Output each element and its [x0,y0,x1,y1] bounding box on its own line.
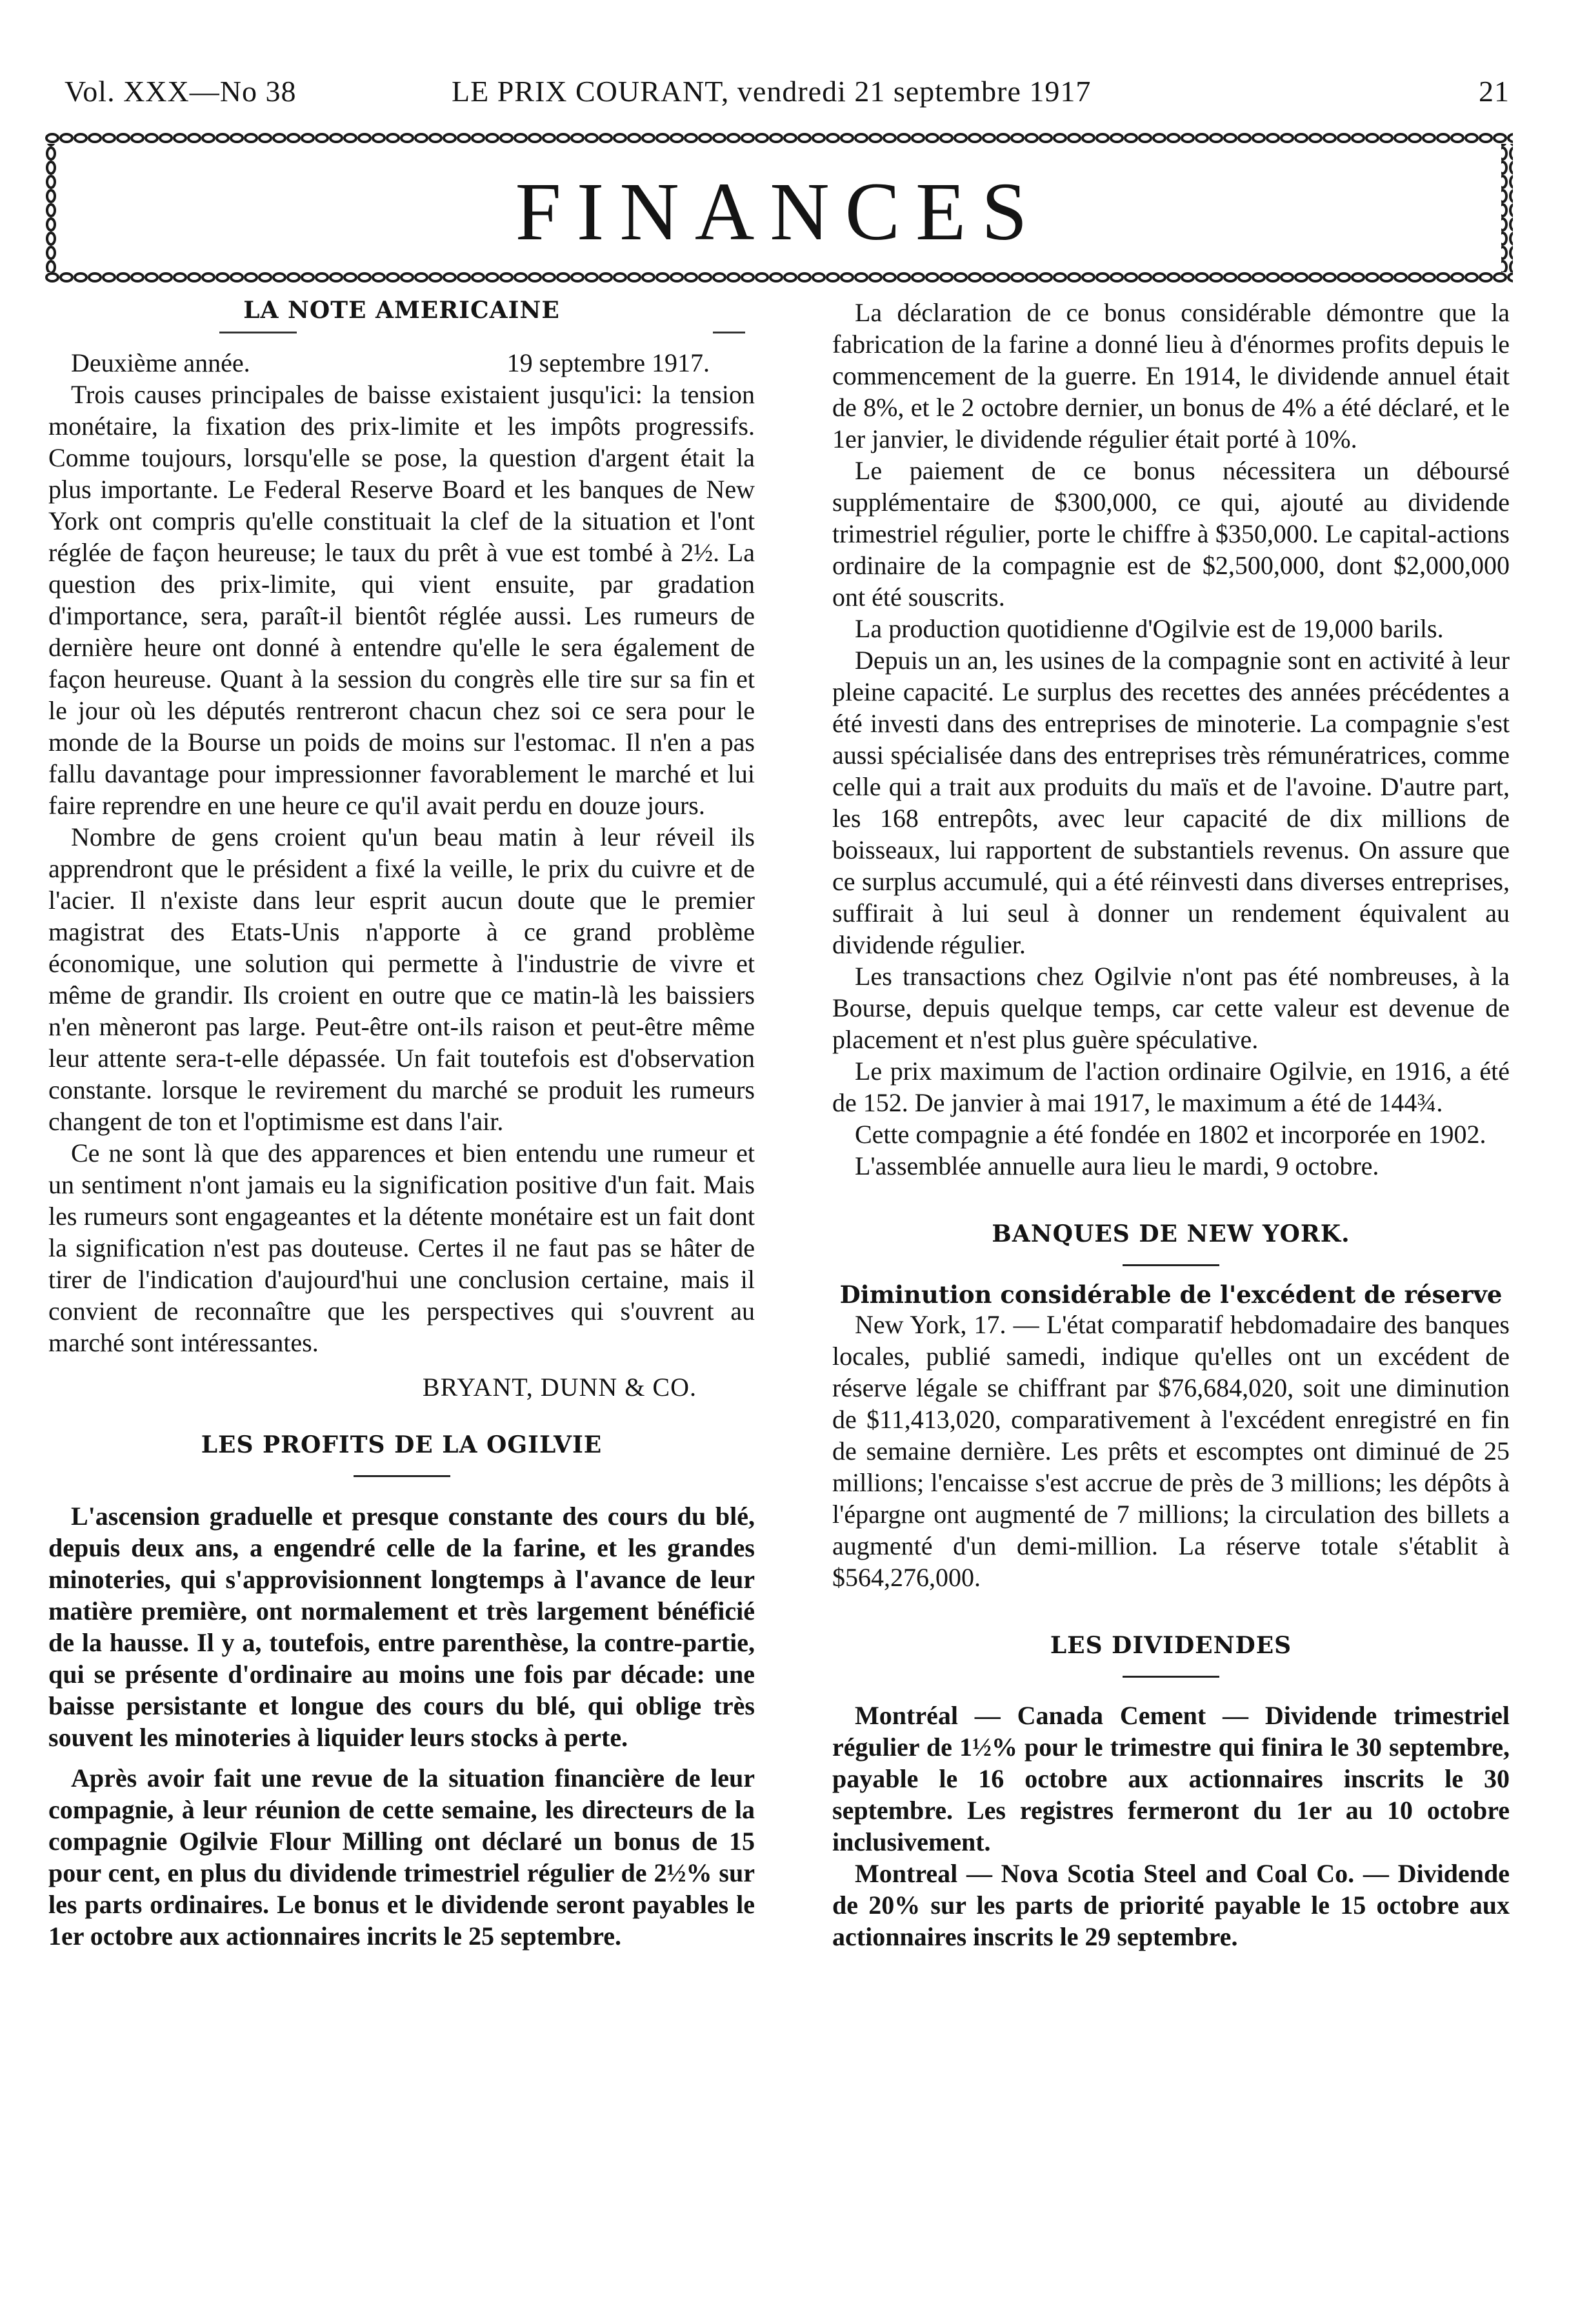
heading-rule [354,1475,450,1477]
right-column [832,297,1510,1952]
edition-year: Deuxième année. [71,348,250,377]
ogilvie-paragraph-5: La production quotidienne d'Ogilvie est de 19,000 barils. [855,614,1444,643]
dateline [48,347,755,379]
page-number: 21 [1479,75,1510,108]
running-head [65,74,1510,119]
dividende-nova-scotia-steel: Montreal — Nova Scotia Steel and Coal Co. — Dividende de 20% sur les parts de priorité payable le 15 octobre aux actionnaires inscrits le 29 septembre. [832,1859,1510,1951]
signature: BRYANT, DUNN & CO. [422,1373,697,1402]
heading-dividendes: LES DIVIDENDES [1050,1632,1292,1659]
ogilvie-paragraph-4: Le paiement de ce bonus nécessitera un déboursé supplémentaire de $300,000, ce qui, ajouté au dividende trimestriel régulier, porte le chiffre à $350,000. Le capital-actions ordinaire de la compagnie est de $2,500,000, dont $2,000,000 ont été souscrits. [832,456,1510,611]
letter-date: 19 septembre 1917. [506,348,710,377]
ogilvie-paragraph-7: Les transactions chez Ogilvie n'ont pas été nombreuses, à la Bourse, depuis quelque temps, car cette valeur est devenue de placement et n'est plus guère spéculative. [832,962,1510,1054]
banques-subheading: Diminution considérable de l'excédent de réserve [839,1280,1503,1309]
dividende-canada-cement: Montréal — Canada Cement — Dividende trimestriel régulier de 1½% pour le trimestre qui finira le 30 septembre, payable le 16 octobre aux actionnaires inscrits le 30 septembre. Les registres fermeront du 1er au 10 octobre inclusivement. [832,1701,1510,1856]
heading-note-americaine: LA NOTE AMERICAINE [243,297,560,324]
note-paragraph-3: Ce ne sont là que des apparences et bien entendu une rumeur et un sentiment n'ont jamais eu la signification positive d'un fait. Mais les rumeurs sont engageantes et la détente monétaire est un fait dont la signification n'est pas douteuse. Certes il ne faut pas se hâter de tirer de l'indication d'aujourd'hui une conclusion certaine, mais il convient de reconnaître que les perspectives qui s'ouvrent au marché sont intéressantes. [48,1138,755,1357]
heading-banques-new-york: BANQUES DE NEW YORK. [992,1220,1350,1247]
heading-profits-ogilvie: LES PROFITS DE LA OGILVIE [201,1431,603,1458]
left-column [48,297,755,1952]
finances-banner [45,132,1513,284]
volume-number: Vol. XXX—No 38 [65,75,297,108]
banques-paragraph: New York, 17. — L'état comparatif hebdomadaire des banques locales, publié samedi, indique qu'elles ont un excédent de réserve légale se chiffrant par $76,684,020, soit une diminution de $11,413,020, comparativement à l'excédent enregistré en fin de semaine dernière. Les prêts et escomptes ont diminué de 25 millions; l'encaisse s'est accrue de près de 3 millions; les dépôts à l'épargne ont augmenté de 7 millions; la circulation des billets a augmenté d'un demi-million. La réserve totale s'établit à $564,276,000. [832,1310,1510,1592]
note-paragraph-2: Nombre de gens croient qu'un beau matin à leur réveil ils apprendront que le président a fixé la veille, le prix du cuivre et de l'acier. Il n'existe dans leur esprit aucun doute que le premier magistrat des Etats-Unis n'apporte à ce grand problème économique, une solution qui permette à l'industrie de vivre et même de grandir. Ils croient en outre que ce matin-là les baissiers n'en mèneront pas large. Peut-être ont-ils raison et peut-être même leur attente sera-t-elle dépassée. Un fait toutefois est d'observation constante. lorsque le revirement du marché se produit les rumeurs changent de ton et l'optimisme est dans l'air. [48,822,755,1136]
ogilvie-paragraph-6: Depuis un an, les usines de la compagnie sont en activité à leur pleine capacité. Le surplus des recettes des années précédentes a été investi dans des entreprises de minoterie. La compagnie s'est aussi spécialisée dans des entreprises très rémunératrices, comme celle qui a trait aux produits du maïs et de l'avoine. D'autre part, les 168 entrepôts, avec leur capacité de dix millions de boisseaux, lui rapportent de substantiels revenus. On assure que ce surplus accumulé, qui a été réinvesti dans diverses entreprises, suffirait à lui seul à donner un rendement équivalent au dividende régulier. [832,646,1510,959]
publication-title: LE PRIX COURANT, vendredi 21 septembre 1917 [452,75,1092,108]
heading-rule [1123,1676,1219,1678]
ogilvie-paragraph-1: L'ascension graduelle et presque constante des cours du blé, depuis deux ans, a engendré celle de la farine, et les grandes minoteries, qui s'approvisionnent longtemps à l'avance de leur matière première, ont normalement et très largement bénéficié de la hausse. Il y a, toutefois, entre parenthèse, la contre-partie, qui se présente d'ordinaire au moins une fois par décade: une baisse persistante et longue des cours du blé, qui oblige très souvent les minoteries à liquider leurs stocks à perte. [48,1502,755,1752]
heading-divider [48,324,755,346]
note-paragraph-1: Trois causes principales de baisse existaient jusqu'ici: la tension monétaire, la fixation des prix-limite et les impôts progressifs. Comme toujours, lorsqu'elle se pose, la question d'argent était la plus importante. Le Federal Reserve Board et les banques de New York ont compris qu'elle constituait la clef de la situation et l'ont réglée de façon heureuse; le taux du prêt à vue est tombé à 2½. La question des prix-limite, qui vient ensuite, par gradation d'importance, sera, paraît-il bientôt réglée aussi. Les rumeurs de dernière heure ont donné à entendre qu'elle le sera également de façon heureuse. Quant à la session du congrès elle tire sur sa fin et le jour où les députés rentreront chacun chez soi ce sera pour le monde de la Bourse un poids de moins sur l'estomac. Il n'en a pas fallu davantage pour impressionner favorablement le marché et lui faire reprendre en une heure ce qu'il avait perdu en douze jours. [48,380,755,820]
ogilvie-paragraph-9: Cette compagnie a été fondée en 1802 et incorporée en 1902. [855,1120,1486,1149]
ogilvie-paragraph-8: Le prix maximum de l'action ordinaire Ogilvie, en 1916, a été de 152. De janvier à mai 1917, le maximum a été de 144¾. [832,1057,1510,1117]
section-title: FINANCES [515,166,1043,257]
ogilvie-paragraph-2: Après avoir fait une revue de la situation financière de leur compagnie, à leur réunion de cette semaine, les directeurs de la compagnie Ogilvie Flour Milling ont déclaré un bonus de 15 pour cent, en plus du dividende trimestriel régulier de 2½% sur les parts ordinaires. Le bonus et le dividende seront payables le 1er octobre aux actionnaires incrits le 25 septembre. [48,1763,755,1951]
ogilvie-paragraph-10: L'assemblée annuelle aura lieu le mardi, 9 octobre. [855,1151,1379,1180]
heading-rule [1123,1264,1219,1266]
ogilvie-paragraph-3: La déclaration de ce bonus considérable démontre que la fabrication de la farine a donné lieu à d'énormes profits depuis le commencement de la guerre. En 1914, le dividende annuel était de 8%, et le 2 octobre dernier, un bonus de 4% a été déclaré, et le 1er janvier, le dividende régulier était porté à 10%. [832,298,1510,453]
